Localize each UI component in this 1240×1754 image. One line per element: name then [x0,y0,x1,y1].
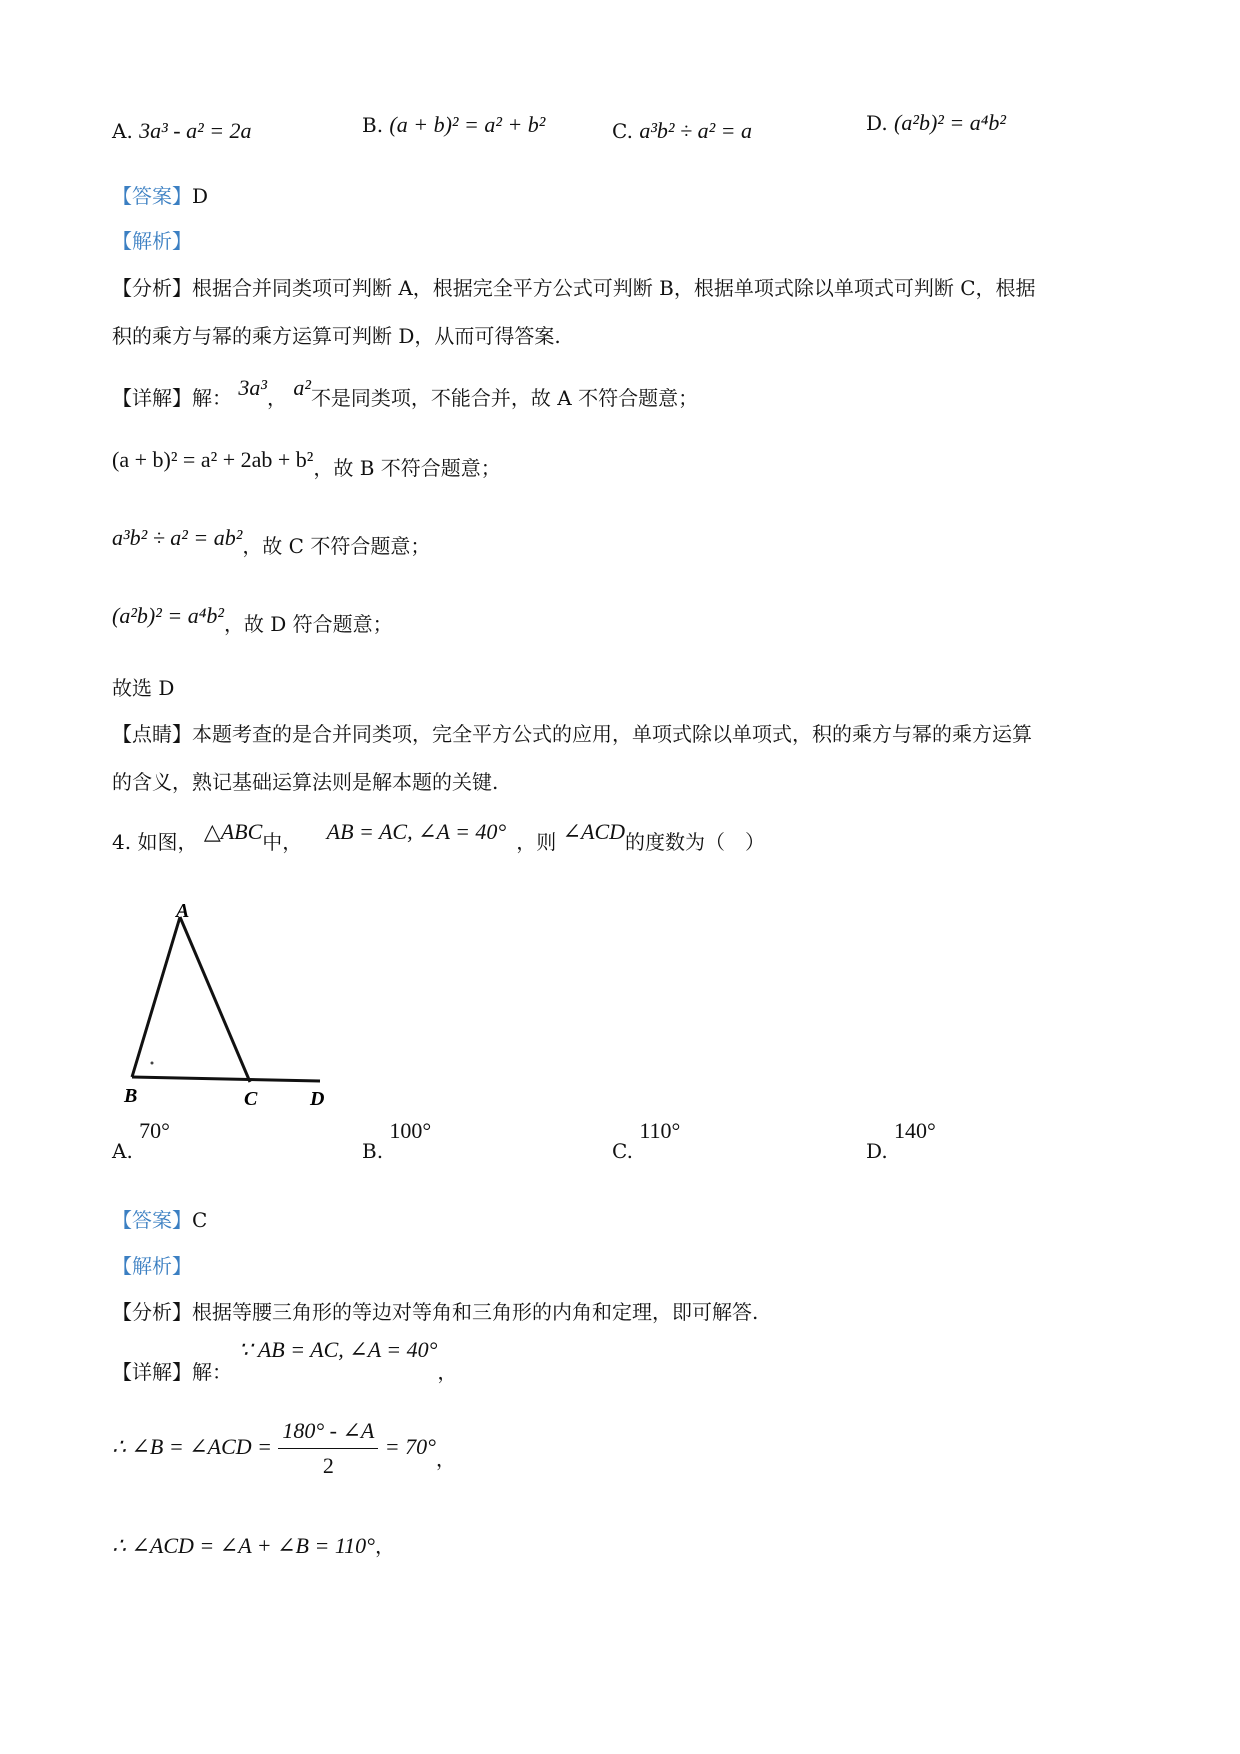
question-number: 4. 如图， [112,830,198,854]
option-value: 70° [139,1118,170,1143]
separator: ， [266,386,287,410]
math-expr: △ABC [203,819,263,844]
answer-value: D [192,184,209,208]
option-label: B. [362,113,384,137]
stem-text: 中， [262,830,303,854]
q4-answer [112,1204,207,1233]
q3-option-a [112,118,252,144]
option-expr: (a + b)² = a² + b² [389,112,546,137]
figure-dot [151,1062,154,1065]
math-expr: ∵ AB = AC, ∠A = 40° [238,1337,438,1362]
triangle-figure [110,895,340,1110]
fraction [278,1418,378,1479]
option-value: 100° [389,1118,432,1143]
dianjing-tag: 【点睛】 [112,722,192,746]
q4-detail-line3 [112,1530,395,1559]
detail-prefix: 解： [192,386,232,410]
option-expr: 3a³ - a² = 2a [139,118,252,143]
option-label: A. [112,1139,133,1163]
q4-option-d [866,1118,936,1164]
option-label: D. [866,1139,888,1163]
math-expr: (a + b)² = a² + 2ab + b² [112,447,314,472]
vertex-label-c: C [244,1088,258,1110]
detail-tag: 【详解】 [112,1360,192,1384]
detail-text: ，故 D 符合题意； [223,612,393,636]
option-value: 110° [639,1118,681,1143]
punct: ， [374,1534,395,1558]
answer-value: C [192,1208,208,1232]
q4-option-c [612,1118,681,1164]
vertex-label-b: B [124,1085,138,1107]
vertex-label-a: A [176,900,190,922]
q3-option-d [866,110,1006,136]
q3-dianjing-line2: 的含义，熟记基础运算法则是解本题的关键. [112,770,499,794]
q3-answer [112,180,208,209]
option-label: A. [112,119,133,143]
fraction-numerator: 180° - ∠A [278,1418,378,1449]
q3-detail-line4 [112,603,393,637]
fenxi-text: 根据等腰三角形的等边对等角和三角形的内角和定理，即可解答. [192,1300,759,1324]
line-bd [132,1077,320,1081]
math-expr: a³b² ÷ a² = ab² [112,525,243,550]
stem-text: ，则 [516,830,557,854]
q4-stem [112,819,766,855]
option-label: C. [612,1139,633,1163]
math-expr: ∠ACD [562,819,626,844]
q3-fenxi-line1 [112,272,1036,301]
fenxi-tag: 【分析】 [112,1300,192,1324]
fenxi-text: 根据合并同类项可判断 A，根据完全平方公式可判断 B，根据单项式除以单项式可判断 C，根据 [192,276,1036,300]
q4-fenxi [112,1296,758,1325]
answer-tag: 【答案】 [112,1208,192,1232]
q3-option-c [612,118,752,144]
math-expr: ∴ ∠B = ∠ACD = [112,1434,272,1459]
q4-detail-line2 [112,1418,456,1479]
math-expr: a² [293,375,311,400]
q3-detail-line2 [112,447,501,481]
option-label: D. [866,111,888,135]
punct: ， [435,1447,456,1471]
option-value: 140° [894,1118,936,1143]
option-label: B. [362,1139,384,1163]
side-ab [132,917,180,1077]
stem-text: 的度数为（ ） [625,830,766,854]
fraction-denominator: 2 [322,1453,334,1478]
side-ac [180,917,250,1082]
math-expr: (a²b)² = a⁴b² [112,603,224,628]
answer-tag: 【答案】 [112,184,192,208]
q3-fenxi-line2: 积的乘方与幂的乘方运算可判断 D，从而可得答案. [112,324,561,348]
detail-text: ，故 C 不符合题意； [242,534,431,558]
vertex-label-d: D [310,1088,325,1110]
math-expr: ∴ ∠ACD = ∠A + ∠B = 110° [112,1533,375,1558]
q4-detail-line1 [112,1337,458,1385]
punct: ， [437,1360,458,1384]
math-expr: 3a³ [238,375,267,400]
q3-choose: 故选 D [112,676,175,700]
detail-tag: 【详解】 [112,386,192,410]
q3-option-b [362,112,545,138]
q4-option-a [112,1118,170,1164]
option-label: C. [612,119,633,143]
q3-detail-line3 [112,525,431,559]
option-expr: a³b² ÷ a² = a [639,118,753,143]
option-expr: (a²b)² = a⁴b² [894,110,1006,135]
math-expr: = 70° [384,1434,436,1459]
detail-text: ，故 B 不符合题意； [313,456,501,480]
q3-analysis-tag: 【解析】 [112,229,192,253]
detail-prefix: 解： [192,1360,232,1384]
dianjing-text: 本题考查的是合并同类项，完全平方公式的应用，单项式除以单项式，积的乘方与幂的乘方运算 [192,722,1032,746]
q3-dianjing-line1 [112,718,1032,747]
q4-option-b [362,1118,432,1164]
fenxi-tag: 【分析】 [112,276,192,300]
detail-text: 不是同类项，不能合并，故 A 不符合题意； [310,386,699,410]
q4-analysis-tag: 【解析】 [112,1254,192,1278]
math-expr: AB = AC, ∠A = 40° [326,819,507,844]
q3-detail-line1 [112,375,699,411]
